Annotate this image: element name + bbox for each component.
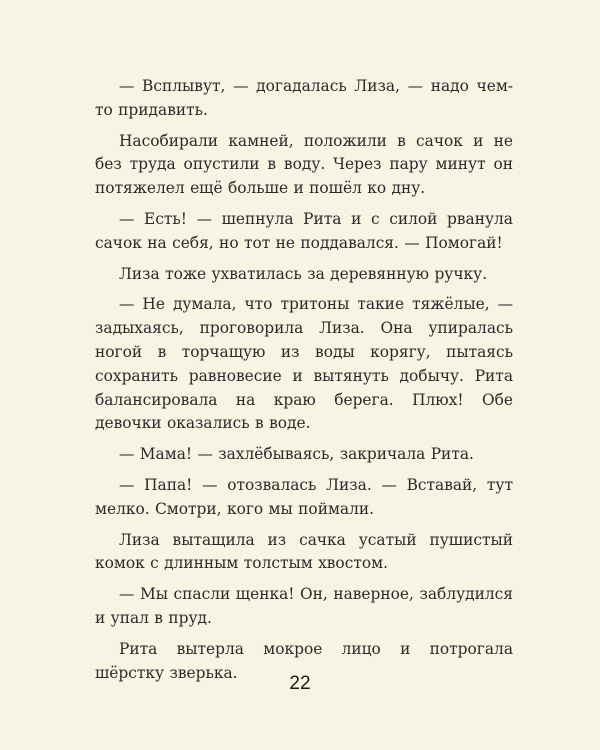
paragraph: Лиза тоже ухватилась за деревянную ручку. bbox=[119, 264, 488, 283]
paragraph: — Не думала, что тритоны такие тяжёлые, — задыхаясь, проговорила Лиза. Она упиралась ногой в торчащую из воды корягу, пытаясь сохранить равновесие и вытянуть добычу. Рита балансировала на краю берега. Плюх! Обе девочки оказались в воде. bbox=[95, 295, 513, 433]
paragraph: — Папа! — отозвалась Лиза. — Вставай, тут мелко. Смотри, кого мы поймали. bbox=[95, 475, 513, 518]
paragraph: — Есть! — шепнула Рита и с силой рванула сачок на себя, но тот не поддавался. — Помогай! bbox=[95, 209, 513, 252]
paragraph: Лиза вытащила из сачка усатый пушистый комок с длинным толстым хвостом. bbox=[95, 530, 513, 573]
paragraph: Насобирали камней, положили в сачок и не без труда опустили в воду. Через пару минут он потяжелел ещё больше и пошёл ко дну. bbox=[95, 131, 513, 198]
paragraph: — Всплывут, — догадалась Лиза, — надо чем-то придавить. bbox=[95, 77, 513, 119]
paragraph: — Мама! — захлёбываясь, закричала Рита. bbox=[119, 445, 474, 464]
book-page-text bbox=[95, 75, 513, 692]
paragraph: — Мы спасли щенка! Он, наверное, заблудился и упал в пруд. bbox=[95, 585, 513, 627]
paragraph: Рита вытерла мокрое лицо и потрогала шёрстку зверька. bbox=[95, 639, 513, 682]
page-number: 22 bbox=[289, 673, 311, 694]
